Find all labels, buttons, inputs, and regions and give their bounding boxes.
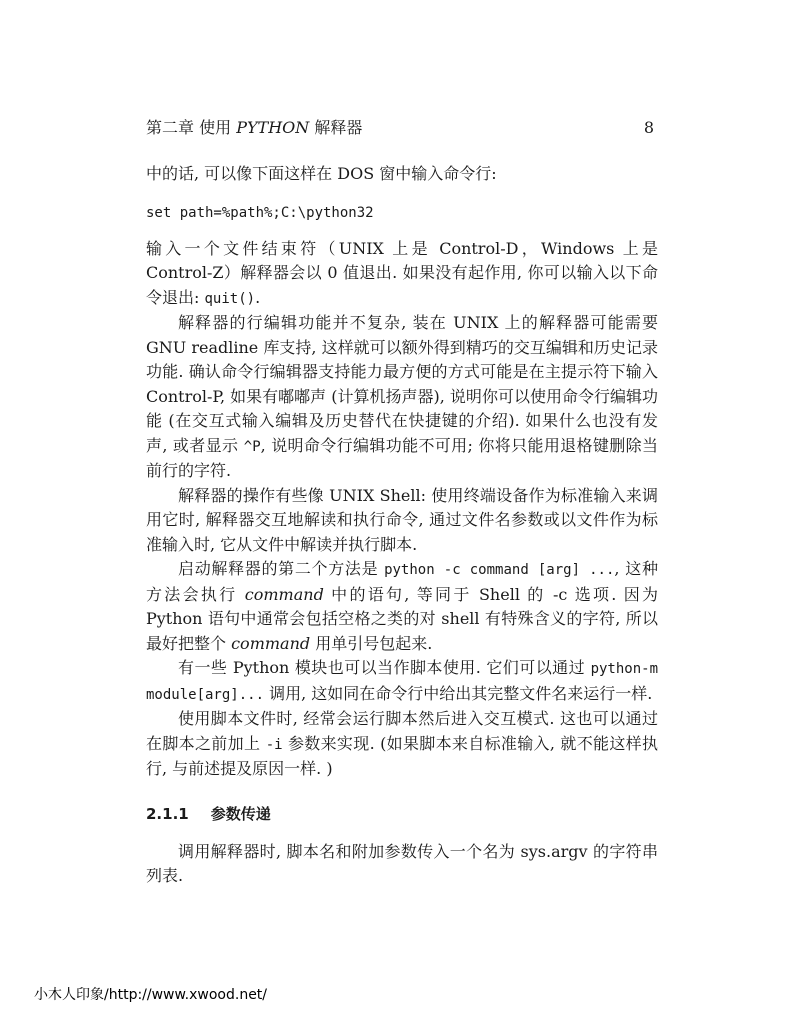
paragraph-eof <box>146 237 658 312</box>
italic-term: command <box>244 584 324 604</box>
text-span: 用单引号包起来. <box>310 633 433 653</box>
inline-code: quit() <box>204 290 256 307</box>
paragraph-line-editing <box>146 311 658 484</box>
text-span: 使用脚本文件时, 经常会运行脚本然后进入交互模式. 这也可以通过在脚本之前加上 <box>146 709 658 753</box>
text-span: 中的语句, 等同于 Shell 的 -c 选项. 因为 Python 语句中通常会包括空格之类的对 shell 有特殊含义的字符, 所以最好把整个 <box>146 584 658 653</box>
main-content <box>146 162 658 889</box>
text-span: . <box>255 287 261 307</box>
inline-code: ^P <box>243 438 261 455</box>
paragraph-interactive-mode <box>146 707 658 782</box>
inline-code: -i <box>265 736 283 753</box>
paragraph-python-c <box>146 557 658 656</box>
section-title: 参数传递 <box>210 804 271 823</box>
inline-code: python-m module[arg]... <box>146 661 658 703</box>
running-header <box>146 116 654 140</box>
paragraph-python-m <box>146 656 658 707</box>
italic-term: command <box>231 633 311 653</box>
section-number: 2.1.1 <box>146 804 189 823</box>
text-span: 启动解释器的第二个方法是 <box>178 559 385 578</box>
paragraph-unix-shell: 解释器的操作有些像 UNIX Shell: 使用终端设备作为标准输入来调用它时, 解释器交互地解读和执行命令, 通过文件名参数或以文件作为标准输入时, 它从文件中解读并执行脚本. <box>146 485 658 554</box>
watermark: 小木人印象/http://www.xwood.net/ <box>34 987 268 1003</box>
text-span: 参数来实现. (如果脚本来自标准输入, 就不能这样执行, 与前述提及原因一样. ) <box>146 733 658 778</box>
inline-code: python -c command [arg] ... <box>384 562 615 578</box>
paragraph-sys-argv: 调用解释器时, 脚本名和附加参数传入一个名为 sys.argv 的字符串列表. <box>146 841 658 885</box>
text-span: 输入一个文件结束符（UNIX 上是 Control-D，Windows 上是 Control-Z）解释器会以 0 值退出. 如果没有起作用, 你可以输入以下命令退出: <box>146 238 658 307</box>
text-span: , 这种方法会执行 <box>146 559 658 604</box>
code-block-set-path: set path=%path%;C:\python32 <box>146 204 374 221</box>
page-number: 8 <box>643 118 654 137</box>
text-span: 调用, 这如同在命令行中给出其完整文件名来运行一样. <box>264 683 653 703</box>
chapter-title <box>146 116 362 140</box>
chapter-suffix: 解释器 <box>309 118 363 137</box>
text-span: 有一些 Python 模块也可以当作脚本使用. 它们可以通过 <box>178 658 591 677</box>
paragraph-dos-intro: 中的话, 可以像下面这样在 DOS 窗中输入命令行: <box>146 164 497 183</box>
text-span: 解释器的行编辑功能并不复杂, 装在 UNIX 上的解释器可能需要 GNU readline 库支持, 这样就可以额外得到精巧的交互编辑和历史记录功能. 确认命令行编辑器支持能力最方便的方式可能是在主提示符下输入 Control-P, 如果有嘟嘟声 (计算机扬声器), 说明你可以使用命令行编辑功能 (在交互式输入编辑及历史替代在快捷键的介绍). 如果什么也没有发声, 或者显示 <box>146 313 658 455</box>
chapter-python: PYTHON <box>236 118 310 137</box>
section-heading <box>146 802 658 826</box>
chapter-label: 第二章 使用 <box>146 118 237 137</box>
text-span: , 说明命令行编辑功能不可用; 你将只能用退格键删除当前行的字符. <box>146 435 658 480</box>
